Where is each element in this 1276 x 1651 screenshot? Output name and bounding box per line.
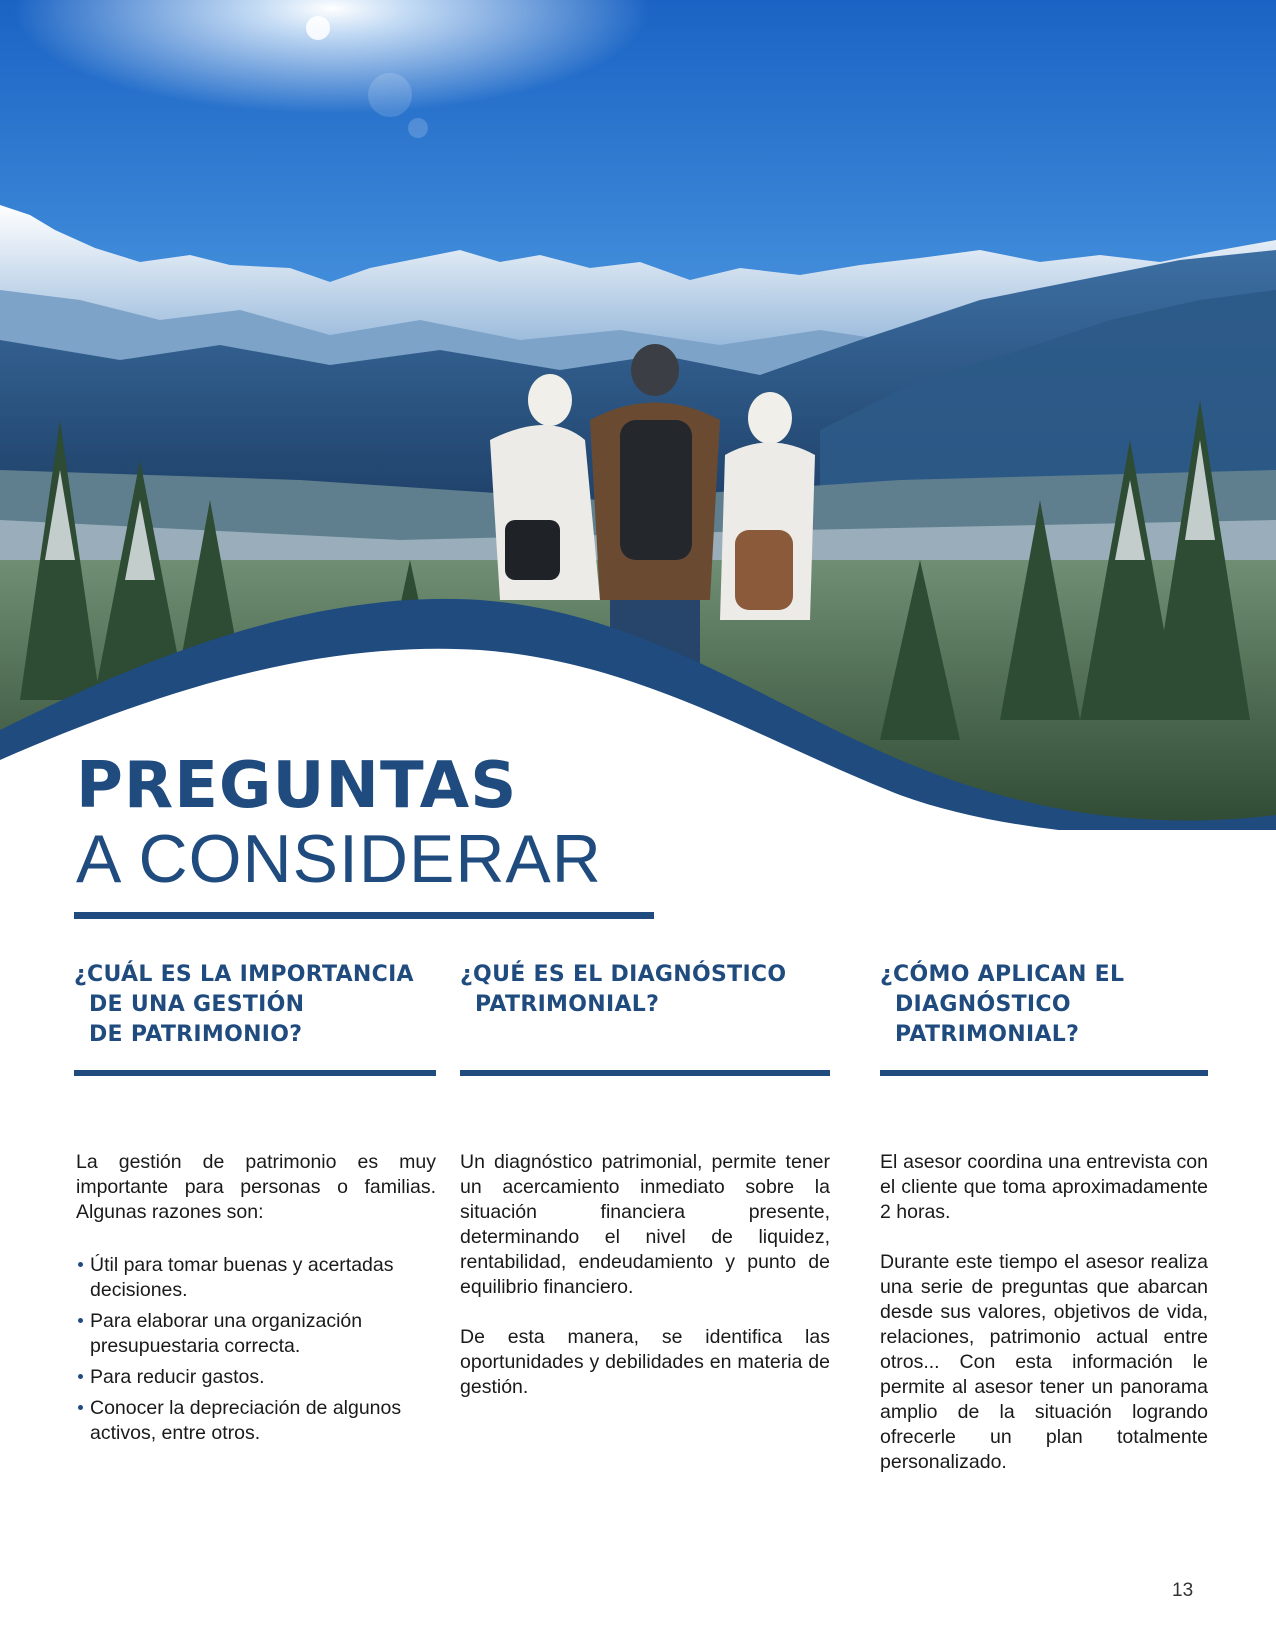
- column-body: [76, 1150, 436, 1452]
- heading-line: DE PATRIMONIO?: [89, 1022, 303, 1047]
- heading-line: DIAGNÓSTICO: [895, 992, 1071, 1017]
- column-heading: [74, 960, 436, 1070]
- column-divider: [880, 1070, 1208, 1076]
- heading-line: ¿QUÉ ES EL DIAGNÓSTICO: [460, 962, 787, 987]
- page-title: [76, 749, 602, 898]
- heading-line: PATRIMONIAL?: [475, 992, 660, 1017]
- bullet-icon: [78, 1262, 83, 1267]
- column-divider: [74, 1070, 436, 1076]
- list-item: Para elaborar una organización presupuestaria correcta.: [76, 1309, 436, 1359]
- title-divider: [74, 912, 654, 919]
- body-paragraph: El asesor coordina una entrevista con el cliente que toma aproximadamente 2 horas.: [880, 1151, 1208, 1223]
- heading-line: ¿CÓMO APLICAN EL: [880, 962, 1125, 987]
- bullet-icon: [78, 1318, 83, 1323]
- title-line-primary: PREGUNTAS: [76, 749, 518, 823]
- heading-line: ¿CUÁL ES LA IMPORTANCIA: [74, 962, 414, 987]
- bullet-icon: [78, 1405, 83, 1410]
- list-item: Útil para tomar buenas y acertadas decisiones.: [76, 1253, 436, 1303]
- column-importance: [74, 960, 436, 1444]
- column-divider: [460, 1070, 830, 1076]
- heading-line: PATRIMONIAL?: [895, 1022, 1080, 1047]
- body-paragraph: Un diagnóstico patrimonial, permite tener un acercamiento inmediato sobre la situación financiera presente, determinando el nivel de liquidez, rentabilidad, endeudamiento y punto de equilibrio financiero.: [460, 1151, 830, 1298]
- column-application: [880, 960, 1208, 1473]
- list-item: Para reducir gastos.: [76, 1365, 436, 1390]
- column-definition: [460, 960, 830, 1398]
- list-item: Conocer la depreciación de algunos activos, entre otros.: [76, 1396, 436, 1446]
- reasons-list: [76, 1253, 436, 1446]
- column-heading: [880, 960, 1208, 1070]
- body-paragraph: De esta manera, se identifica las oportunidades y debilidades en materia de gestión.: [460, 1326, 830, 1398]
- body-paragraph: Durante este tiempo el asesor realiza una serie de preguntas que abarcan desde sus valores, objetivos de vida, relaciones, patrimonio actual entre otros... Con esta información le permite al asesor tener un panorama amplio de la situación logrando ofrecerle un plan totalmente personalizado.: [880, 1251, 1208, 1473]
- column-body: [460, 1150, 830, 1400]
- intro-paragraph: La gestión de patrimonio es muy importante para personas o familias. Algunas razones son:: [76, 1151, 436, 1223]
- column-body: [880, 1150, 1208, 1475]
- page-number: 13: [1172, 1580, 1194, 1601]
- heading-line: DE UNA GESTIÓN: [89, 992, 305, 1017]
- bullet-icon: [78, 1374, 83, 1379]
- title-line-secondary: A CONSIDERAR: [76, 821, 602, 897]
- column-heading: [460, 960, 830, 1070]
